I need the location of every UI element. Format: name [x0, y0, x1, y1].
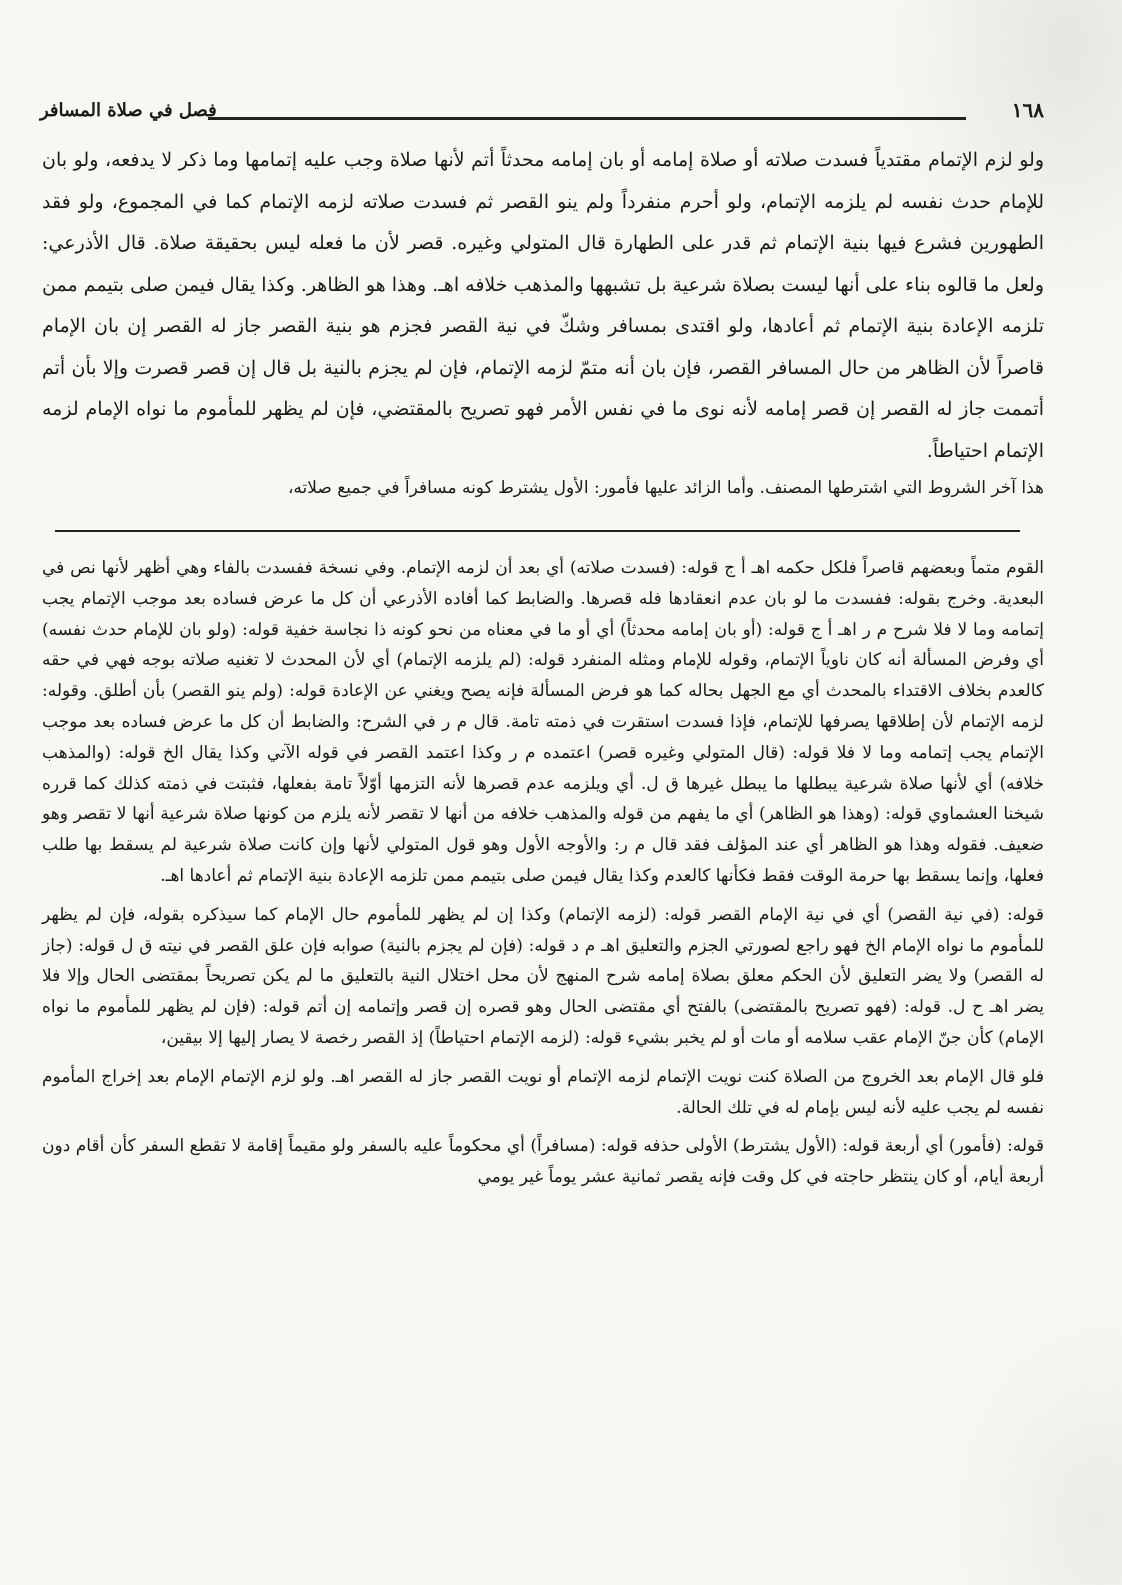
header-rule [208, 117, 966, 120]
running-title: فصل في صلاة المسافر [40, 100, 217, 121]
commentary-paragraph: فلو قال الإمام بعد الخروج من الصلاة كنت نويت الإتمام لزمه الإتمام أو نويت القصر جاز له القصر اهـ. ولو لزم الإتمام الإمام بعد إخراج المأموم نفسه لم يجب عليه لأنه ليس بإمام له في تلك الحالة. [42, 1066, 1044, 1118]
commentary-paragraph: القوم متماً وبعضهم قاصراً فلكل حكمه اهـ أ ج قوله: (فسدت صلاته) أي بعد أن لزمه الإتمام. وفي نسخة ففسدت بالفاء وهي أظهر لأنها نص في البعدية. وخرج بقوله: ففسدت ما لو بان عدم انعقادها فله قصرها. والضابط كما أفاده الأذرعي أن كل ما عرض فساده بعد موجب الإتمام يجب إتمامه وما لا فلا شرح م ر اهـ أ ج قوله: (أو بان إمامه محدثاً) أي أو ما في معناه من نحو كونه ذا نجاسة خفية قوله: (ولو بان للإمام حدث نفسه) أي وفرض المسألة أنه كان ناوياً الإتمام، وقوله للإمام ومثله المنفرد قوله: (لم يلزمه الإتمام) أي لأن المحدث لا تغنيه صلاته بوجه فهي في حقه كالعدم بخلاف الاقتداء بالمحدث أي مع الجهل بحاله كما هو فرض المسألة فإنه يصح ويغني عن الإعادة قوله: (ولم ينو القصر) بأن أطلق. وقوله: لزمه الإتمام لأن إطلاقها يصرفها للإتمام، فإذا فسدت استقرت في ذمته تامة. قال م ر في الشرح: والضابط أن كل ما عرض فساده بعد موجب الإتمام يجب إتمامه وما لا فلا قوله: (قال المتولي وغيره قصر) اعتمده م ر وكذا اعتمد القصر في قوله الآتي وكذا يقال الخ قوله: (والمذهب خلافه) أي لأنها صلاة شرعية يبطلها ما يبطل غيرها ق ل. أي ويلزمه عدم قصرها لأنه التزمها أوّلاً تامة بفعلها، فثبتت في ذمته كذلك كما قرره شيخنا العشماوي قوله: (وهذا هو الظاهر) أي ما يفهم من قوله والمذهب خلافه من أنها لا تقصر لأنه يلزم من كونها صلاة شرعية أنها لا تقصر وهو ضعيف. فقوله وهذا هو الظاهر أي عند المؤلف فقد قال م ر: والأوجه الأول وهو قول المتولي لأنها وإن كانت صلاة شرعية لم يسقط بها طلب فعلها، وإنما يسقط بها حرمة الوقت فقط فكأنها كالعدم وكذا يقال فيمن صلى بتيمم ممن تلزمه الإعادة بنية الإتمام ثم أعادها اهـ. [42, 558, 1044, 886]
main-text-paragraph: ولو لزم الإتمام مقتدياً فسدت صلاته أو صلاة إمامه أو بان إمامه محدثاً أتم لأنها صلاة وجب عليه إتمامها وما ذكر لا يدفعه، ولو بان للإمام حدث نفسه لم يلزمه الإتمام، ولو أحرم منفرداً ولم ينو القصر ثم فسدت صلاته لزمه الإتمام كما في المجموع، ولو فقد الطهورين فشرع فيها بنية الإتمام ثم قدر على الطهارة قال المتولي وغيره. قصر لأن ما فعله ليس بحقيقة صلاة. قال الأذرعي: ولعل ما قالوه بناء على أنها ليست بصلاة شرعية بل تشبهها والمذهب خلافه اهـ. وهذا هو الظاهر. وكذا يقال فيمن صلى بتيمم ممن تلزمه الإعادة بنية الإتمام ثم أعادها، ولو اقتدى بمسافر وشكّ في نية القصر فجزم هو بنية القصر جاز له القصر إن بان الإمام قاصراً لأن الظاهر من حال المسافر القصر، فإن بان أنه متمّ لزمه الإتمام، فإن لم يجزم بالنية بل قال إن قصر قصرت وإلا بأن أتم أتممت جاز له القصر إن قصر إمامه لأنه نوى ما في نفس الأمر فهو تصريح بالمقتضي، فإن لم يظهر للمأموم ما نواه الإمام لزمه الإتمام احتياطاً. [42, 149, 1044, 462]
commentary-paragraph: قوله: (فأمور) أي أربعة قوله: (الأول يشترط) الأولى حذفه قوله: (مسافراً) أي محكوماً عليه بالسفر ولو مقيماً إقامة لا تقطع السفر كأن أقام دون أربعة أيام، أو كان ينتظر حاجته في كل وقت فإنه يقصر ثمانية عشر يوماً غير يومي [42, 1136, 1044, 1188]
main-text [42, 140, 1044, 472]
commentary-paragraph: قوله: (في نية القصر) أي في نية الإمام القصر قوله: (لزمه الإتمام) وكذا إن لم يظهر للمأموم حال الإمام كما سيذكره بقوله، فإن لم يظهر للمأموم ما نواه الإمام الخ فهو راجع لصورتي الجزم والتعليق اهـ م د قوله: (فإن لم يجزم بالنية) صوابه فإن علق القصر في نيته ق ل قوله: (جاز له القصر) ولا يضر التعليق لأن الحكم معلق بصلاة إمامه شرح المنهج لأن محل اختلال النية بالتعليق ما لم يكن تصريحاً بمقتضى الحال وإلا فلا يضر اهـ ح ل. قوله: (فهو تصريح بالمقتضى) بالفتح أي مقتضى الحال وهو قصره إن قصر وإتمامه إن أتم قوله: (فإن لم يظهر للمأموم ما نواه الإمام) كأن جنّ الإمام عقب سلامه أو مات أو لم يخبر بشيء قوله: (لزمه الإتمام احتياطاً) إذ القصر رخصة لا يصار إليها إلا بيقين، [42, 904, 1044, 1048]
transition-text: هذا آخر الشروط التي اشترطها المصنف. وأما الزائد عليها فأمور: الأول يشترط كونه مسافراً في جميع صلاته، [287, 478, 1044, 498]
page-header [40, 96, 1044, 132]
page-number: ١٦٨ [1011, 98, 1044, 122]
footnote-separator [55, 530, 1020, 532]
transition-line [42, 472, 1044, 504]
commentary [42, 553, 1044, 1201]
